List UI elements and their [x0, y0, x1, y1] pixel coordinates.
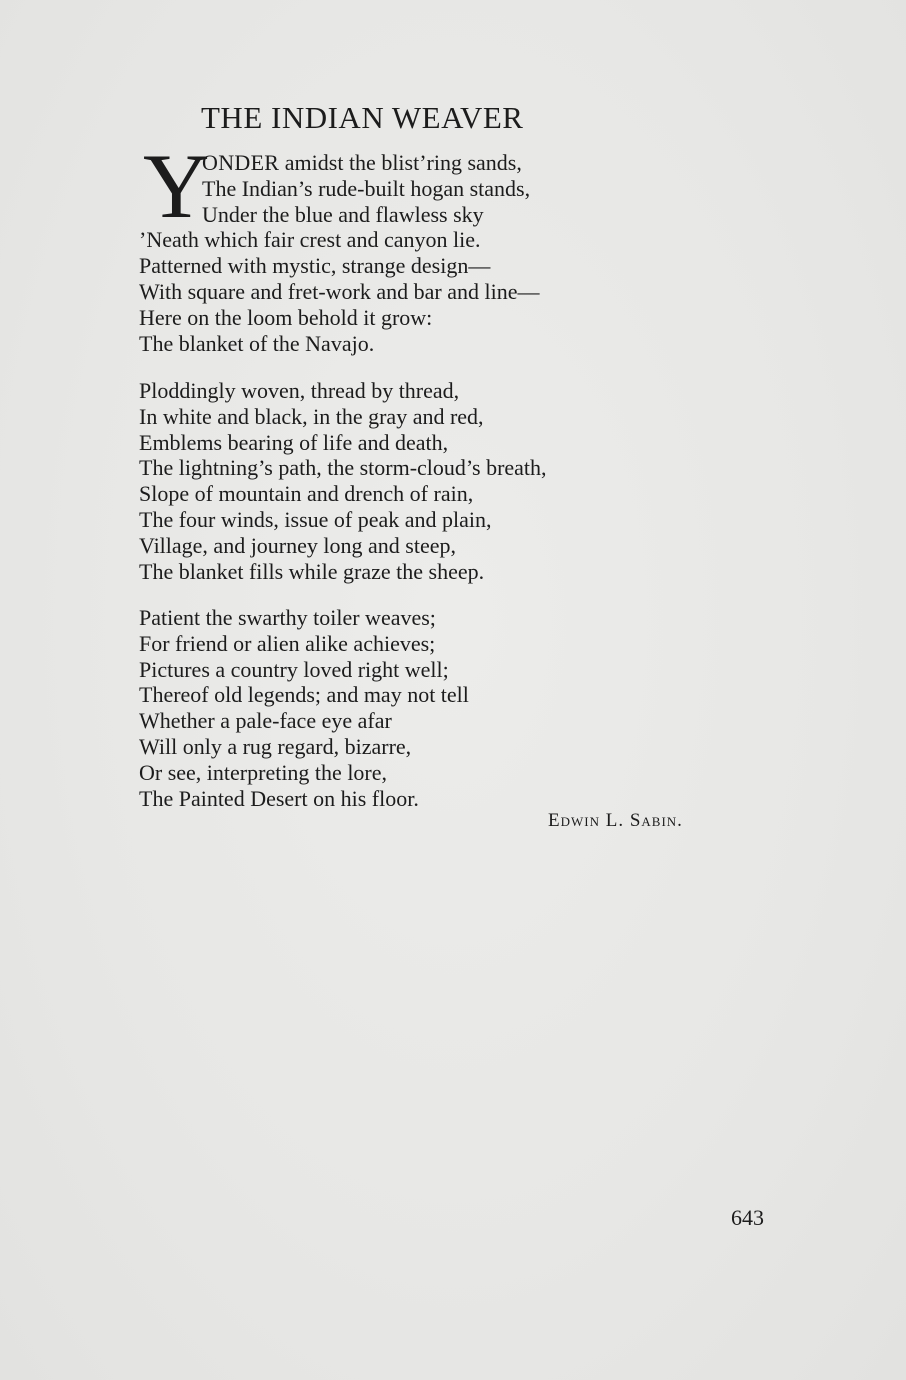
poem-line: Patient the swarthy toiler weaves; [139, 605, 436, 630]
poem-line: The lightning’s path, the storm-cloud’s breath, [139, 455, 547, 481]
poem-title: THE INDIAN WEAVER [201, 100, 524, 135]
page-number: 643 [731, 1205, 764, 1230]
stanza-3 [139, 605, 469, 811]
poem-line: Thereof old legends; and may not tell [139, 682, 469, 708]
poem-line: ’Neath which fair crest and canyon lie. [139, 227, 481, 253]
poem-line: Under the blue and flawless sky [202, 201, 484, 227]
poem-line: The Painted Desert on his floor. [139, 785, 419, 811]
poem-line: The blanket fills while graze the sheep. [139, 558, 485, 584]
author-signature: Edwin L. Sabin. [548, 810, 683, 831]
stanza-2 [139, 378, 547, 584]
poem-line: Will only a rug regard, bizarre, [139, 733, 412, 759]
poem-line: Ploddingly woven, thread by thread, [139, 378, 460, 403]
poem-line: Slope of mountain and drench of rain, [139, 481, 474, 507]
poem-line: Emblems bearing of life and death, [139, 429, 449, 455]
poem-line: In white and black, in the gray and red, [139, 403, 484, 429]
poem-line: Village, and journey long and steep, [139, 532, 456, 558]
stanza-1 [139, 150, 539, 356]
poem-line: Patterned with mystic, strange design— [139, 253, 491, 279]
first-word: ONDER [202, 150, 280, 175]
drop-cap: Y [143, 135, 210, 237]
poem-line: Whether a pale-face eye afar [139, 708, 392, 734]
poem-line: The four winds, issue of peak and plain, [139, 506, 492, 532]
line-rest: amidst the blist’ring sands, [279, 150, 522, 175]
poem-line [139, 150, 539, 176]
poem-line: The blanket of the Navajo. [139, 330, 375, 356]
poem-line: Pictures a country loved right well; [139, 656, 449, 682]
poem-line: Or see, interpreting the lore, [139, 759, 388, 785]
poem-line: With square and fret-work and bar and line— [139, 278, 540, 304]
poem-line: For friend or alien alike achieves; [139, 630, 436, 656]
poem-line: The Indian’s rude-built hogan stands, [202, 175, 531, 201]
poem-line: Here on the loom behold it grow: [139, 304, 433, 330]
